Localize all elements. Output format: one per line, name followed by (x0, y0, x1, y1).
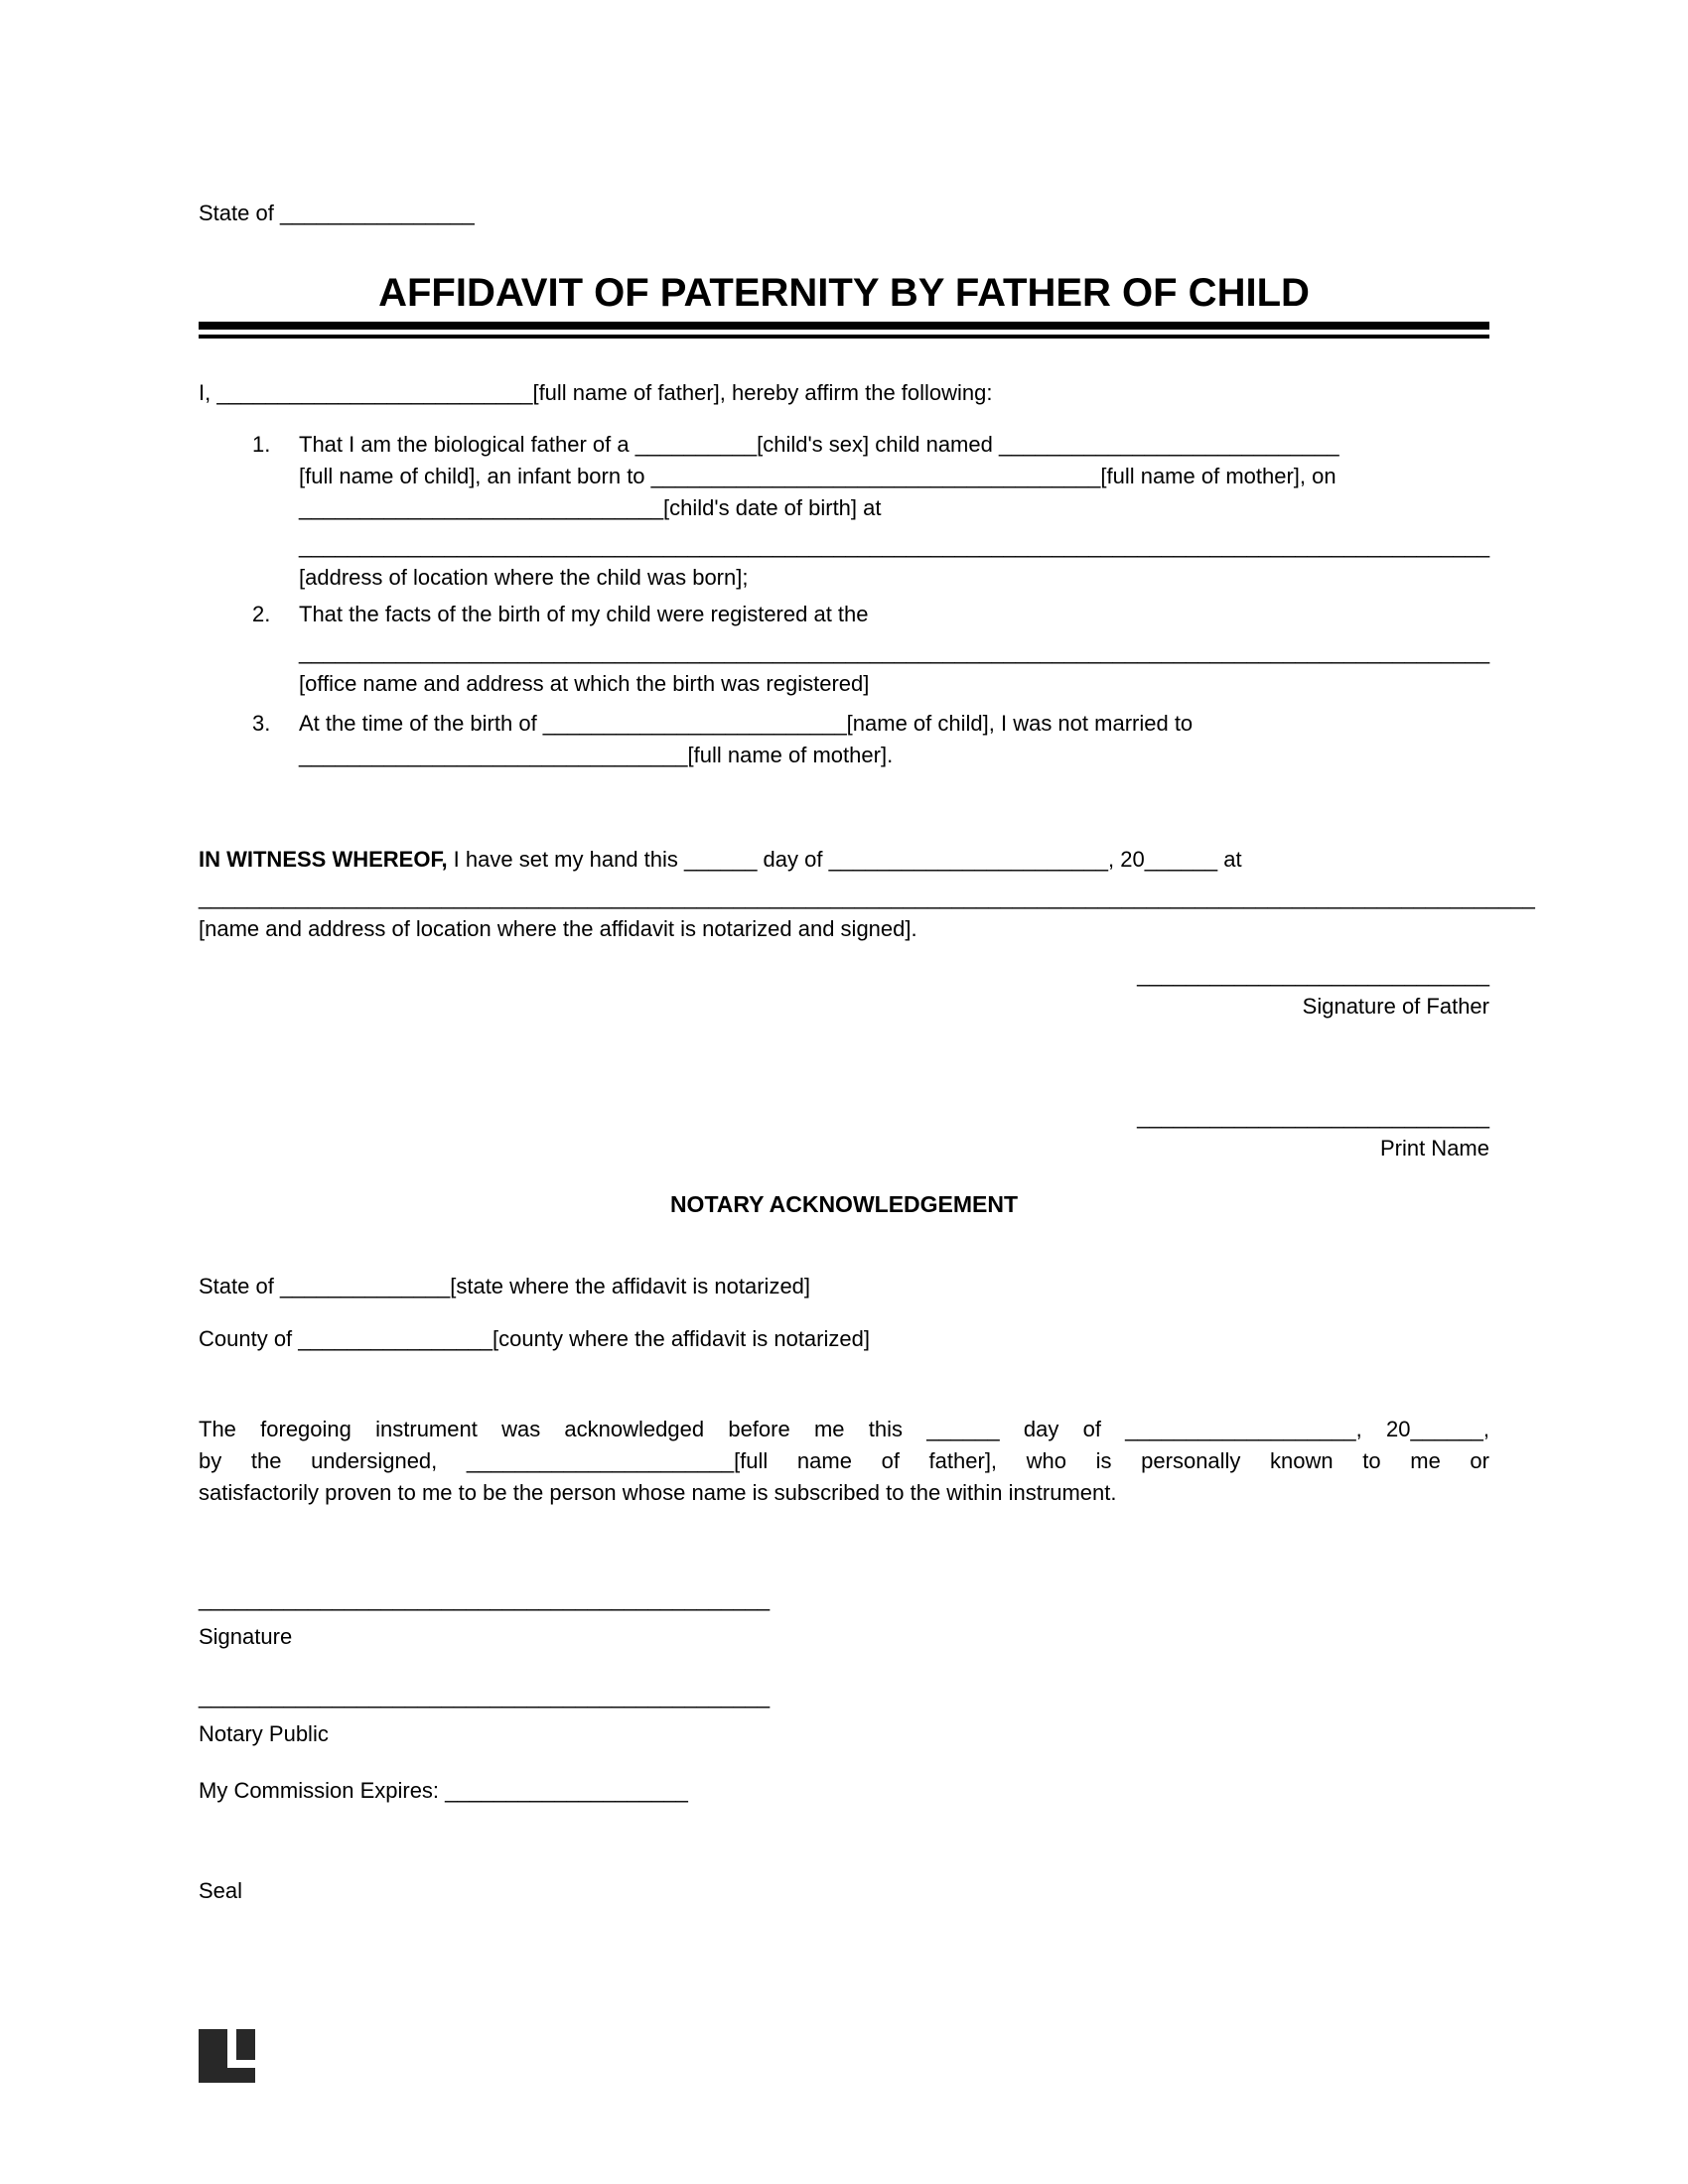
item2-label: [office name and address at which the birth was registered] (299, 671, 870, 696)
witness-bold-lead: IN WITNESS WHEREOF, (199, 847, 448, 872)
witness-blank-line: ______________________________________________________________________________________________________________ (199, 885, 1535, 909)
notary-signature-block (199, 1583, 770, 1653)
list-item-2 (252, 599, 1489, 700)
seal-label: Seal (199, 1878, 243, 1903)
notary-county-line: County of ________________[county where the affidavit is notarized] (199, 1326, 870, 1351)
legal-templates-logo (199, 2029, 255, 2083)
item3-line1: At the time of the birth of _________________________[name of child], I was not married to (299, 711, 1194, 736)
notary-paragraph-line1: The foregoing instrument was acknowledged before me this ______ day of ___________________, 20______, (199, 1417, 1489, 1441)
notary-public-line: _______________________________________________ (199, 1684, 771, 1708)
list-item-1-number: 1. (252, 432, 271, 457)
list-item-2-number: 2. (252, 602, 271, 626)
notary-paragraph-line2: by the undersigned, ______________________[full name of father], who is personally known to me or (199, 1448, 1489, 1473)
notary-paragraph-line3: satisfactorily proven to me to be the person whose name is subscribed to the within instrument. (199, 1480, 1117, 1505)
item1-blank-line: __________________________________________________________________________________________________ (299, 533, 1490, 558)
affirmation-intro: I, __________________________[full name of father], hereby affirm the following: (199, 380, 993, 405)
notary-signature-label: Signature (199, 1624, 293, 1649)
print-name-line: _____________________________ (1137, 1104, 1489, 1129)
item1-label: [address of location where the child was born]; (299, 565, 749, 590)
item1-line2: [full name of child], an infant born to _____________________________________[full name of mother], on (299, 464, 1336, 488)
logo-l-glyph-horizontal (227, 2060, 255, 2068)
notary-section-heading: NOTARY ACKNOWLEDGEMENT (669, 1191, 1019, 1217)
father-signature-block (199, 959, 1489, 1023)
title-divider-thin-rule (199, 335, 1489, 339)
list-item-1 (252, 429, 1489, 594)
notary-paragraph (199, 1414, 1489, 1509)
item2-line1: That the facts of the birth of my child were registered at the (299, 602, 869, 626)
witness-label: [name and address of location where the affidavit is notarized and signed]. (199, 916, 917, 941)
witness-text: I have set my hand this ______ day of _______________________, 20______ at (447, 847, 1242, 872)
notary-public-label: Notary Public (199, 1721, 329, 1746)
print-name-label: Print Name (1379, 1136, 1489, 1160)
title-divider (199, 322, 1489, 339)
list-item-3 (252, 708, 1489, 771)
item1-line1: That I am the biological father of a __________[child's sex] child named ____________________________ (299, 432, 1339, 457)
item1-line3: ______________________________[child's date of birth] at (299, 495, 882, 520)
list-item-3-number: 3. (252, 711, 271, 736)
page-title: AFFIDAVIT OF PATERNITY BY FATHER OF CHILD (378, 271, 1310, 315)
father-signature-line: _____________________________ (1137, 962, 1489, 987)
notary-state-line: State of ______________[state where the affidavit is notarized] (199, 1274, 811, 1298)
title-divider-thick-rule (199, 322, 1489, 330)
notary-signature-line: _______________________________________________ (199, 1586, 771, 1611)
item3-line2: ________________________________[full name of mother]. (299, 743, 894, 767)
state-of-line: State of ________________ (199, 201, 475, 225)
commission-expires-line: My Commission Expires: ____________________ (199, 1778, 688, 1803)
notary-public-block (199, 1681, 770, 1750)
item2-blank-line: __________________________________________________________________________________________________ (299, 639, 1490, 664)
father-signature-label: Signature of Father (1302, 994, 1489, 1019)
witness-clause (199, 844, 1535, 945)
print-name-block (199, 1101, 1489, 1164)
